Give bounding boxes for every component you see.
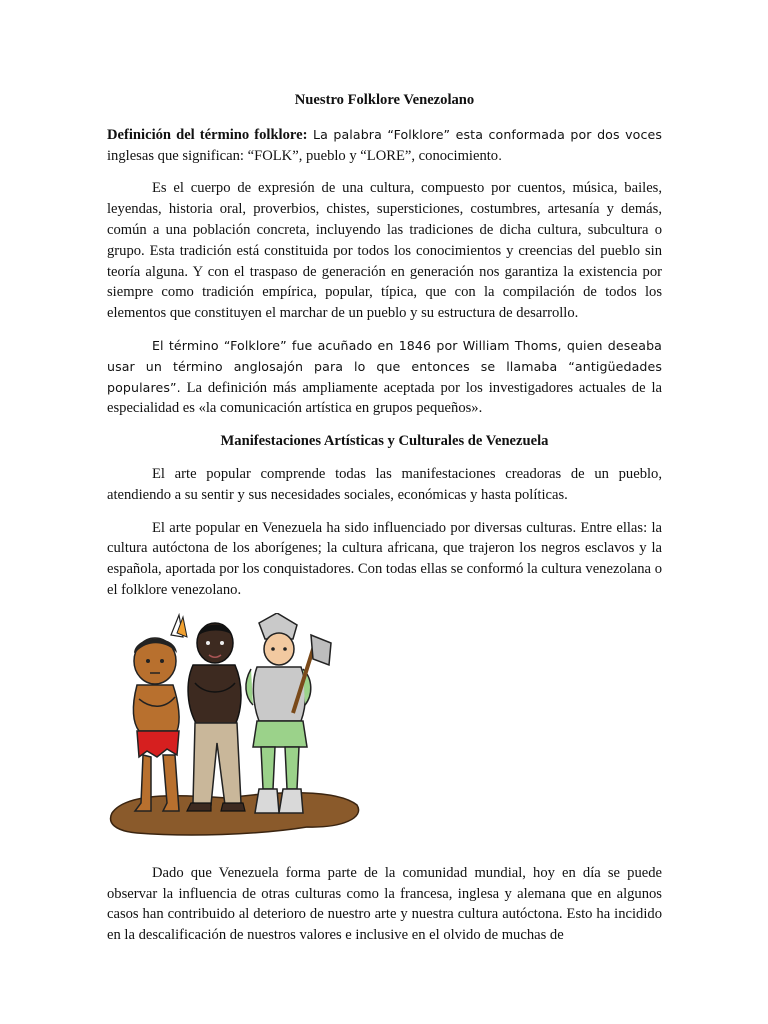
spanish-figure: [246, 613, 331, 813]
definition-label: Definición del término folklore:: [107, 126, 308, 143]
paragraph-termino-folklore: [107, 336, 662, 419]
paragraph-comunidad-mundial: Dado que Venezuela forma parte de la comunidad mundial, hoy en día se puede observar la influencia de otras culturas como la francesa, inglesa y alemana que en algunos casos han contribuido al deterioro de nuestro arte y nuestra cultura autóctona. Esto ha incidido en la descalificación de nuestros valores e inclusive en el olvido de muchas de: [107, 864, 662, 944]
indigenous-figure: [133, 615, 187, 811]
section-title-manifestaciones: Manifestaciones Artísticas y Culturales de Venezuela: [220, 433, 549, 450]
definition-accepted-sentence: La definición más ampliamente aceptada por los investigadores actuales de la especialidad es «la comunicación artística en grupos pequeños».: [107, 379, 662, 417]
definition-text-a: La palabra “Folklore” esta conformada por dos voces: [307, 126, 663, 142]
thoms-sentence: El término “Folklore” fue acuñado en 1846 por William Thoms, quien deseaba usar un término anglosajón para lo que entonces se llamaba “antigüedades populares”.: [107, 337, 662, 395]
paragraph-arte-popular: El arte popular comprende todas las manifestaciones creadoras de un pueblo, atendiendo a su sentir y sus necesidades sociales, económicas y hasta políticas.: [107, 465, 662, 503]
definition-paragraph: [107, 125, 662, 167]
paragraph-influencias: El arte popular en Venezuela ha sido influenciado por diversas culturas. Entre ellas: la cultura autóctona de los aborígenes; la cultura africana, que trajeron los negros esclavos y la española, aportada por los conquistadores. Con todas ellas se conformó la cultura venezolana o el folklore venezolano.: [107, 519, 662, 598]
definition-text-b: inglesas que significan: “FOLK”, pueblo y “LORE”, conocimiento: [107, 147, 499, 164]
document-body: [107, 90, 662, 958]
cultures-cartoon-image: [107, 613, 367, 843]
document-title: Nuestro Folklore Venezolano: [294, 92, 475, 108]
three-cultures-illustration: [107, 613, 662, 843]
african-figure: [187, 623, 245, 811]
paragraph-cuerpo-de-expresion: Es el cuerpo de expresión de una cultura, compuesto por cuentos, música, bailes, leyendas, historia oral, proverbios, chistes, supersticiones, costumbres, artesanía y demás, común a una población concreta, incluyendo las tradiciones de dicha cultura, subcultura o grupo. Esta tradición está constituida por todos los conocimientos y creencias del pueblo sin teoría alguna. Y con el traspaso de generación en generación nos garantiza la existencia por siempre como tradición empírica, popular, típica, que con la compilación de todos los elementos que constituyen el marchar de un pueblo y su estructura de desarrollo.: [107, 180, 662, 322]
definition-text-b-end: .: [498, 147, 503, 163]
